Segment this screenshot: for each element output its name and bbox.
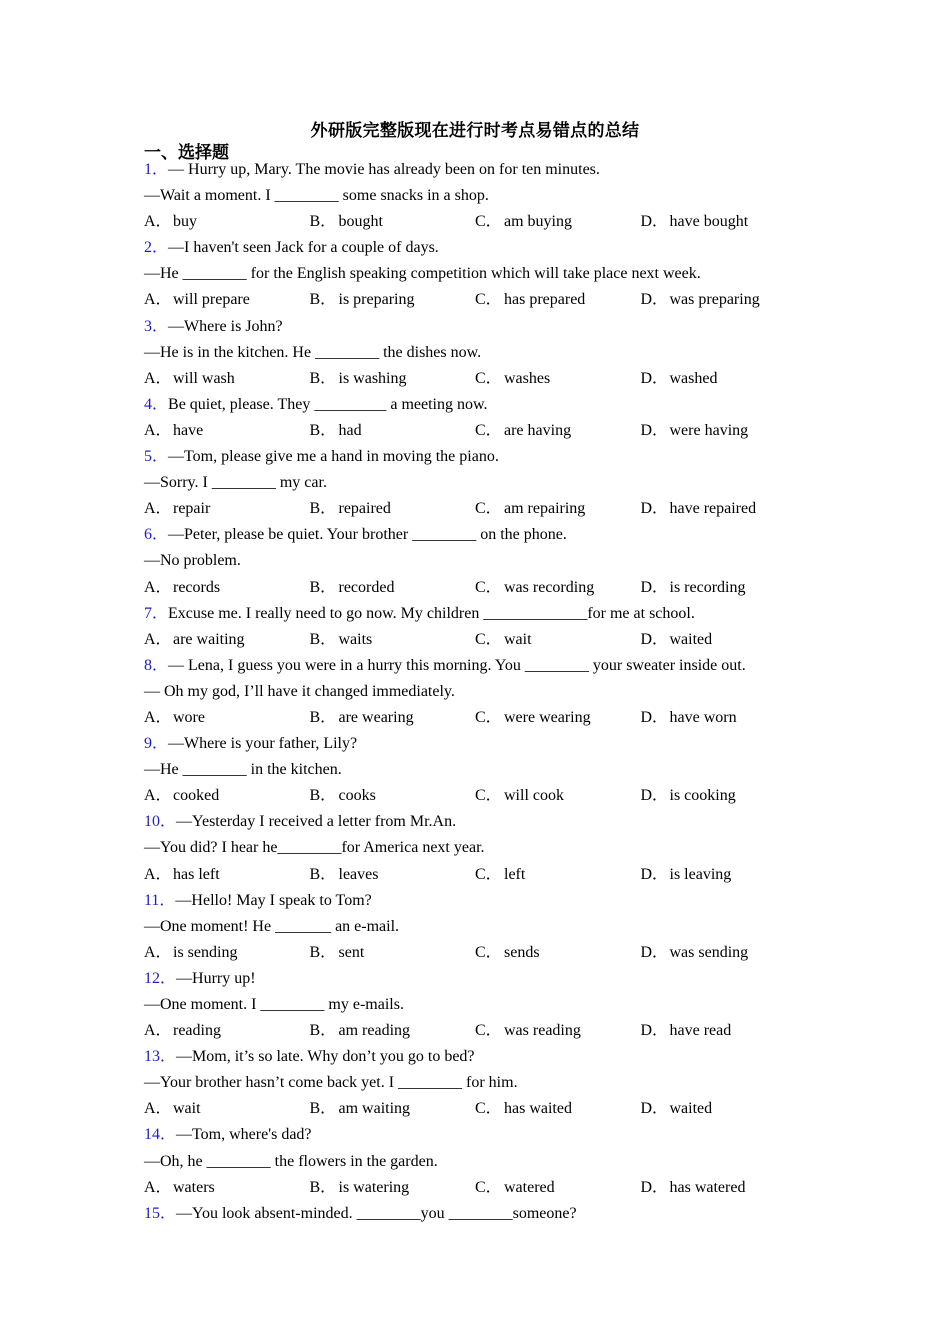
- answer-options: [144, 287, 824, 313]
- answer-option: [475, 705, 641, 731]
- question-number: 5．: [144, 448, 169, 466]
- answer-option: [144, 627, 310, 653]
- answer-option: [475, 496, 641, 522]
- question-stem: [144, 235, 824, 261]
- answer-option: [144, 940, 310, 966]
- option-text: are wearing: [338, 708, 414, 726]
- option-text: am reading: [338, 1022, 411, 1040]
- option-text: was sending: [669, 943, 749, 961]
- answer-option: [641, 783, 807, 809]
- option-label: A．: [144, 708, 172, 726]
- answer-option: [641, 1175, 807, 1201]
- question-text: —Where is John?: [168, 317, 283, 335]
- answer-option: [475, 1175, 641, 1201]
- option-label: A．: [144, 1178, 172, 1196]
- option-text: is watering: [338, 1178, 410, 1196]
- option-text: have: [173, 421, 204, 439]
- answer-options: [144, 783, 824, 809]
- option-text: sends: [504, 943, 540, 961]
- answer-options: [144, 575, 824, 601]
- option-label: A．: [144, 578, 172, 596]
- option-text: am repairing: [504, 500, 586, 518]
- answer-option: [144, 209, 310, 235]
- option-label: A．: [144, 787, 172, 805]
- answer-option: [475, 418, 641, 444]
- answer-option: [310, 705, 476, 731]
- question-response-line: —Your brother hasn’t come back yet. I ________ for him.: [144, 1074, 518, 1092]
- answer-option: [144, 783, 310, 809]
- option-text: had: [338, 421, 362, 439]
- option-text: leaves: [338, 865, 379, 883]
- option-label: D．: [640, 1100, 669, 1118]
- option-label: B．: [309, 630, 337, 648]
- option-label: D．: [640, 943, 669, 961]
- option-label: C．: [475, 213, 502, 231]
- answer-option: [475, 1018, 641, 1044]
- answer-options: [144, 940, 824, 966]
- option-label: D．: [640, 213, 669, 231]
- option-text: repair: [173, 500, 211, 518]
- answer-option: [144, 1018, 310, 1044]
- option-label: C．: [475, 1022, 502, 1040]
- option-text: left: [504, 865, 526, 883]
- answer-option: [144, 862, 310, 888]
- option-text: is washing: [338, 369, 407, 387]
- option-label: D．: [640, 369, 669, 387]
- option-text: bought: [338, 213, 383, 231]
- option-text: waters: [173, 1178, 215, 1196]
- answer-option: [310, 287, 476, 313]
- answer-option: [641, 287, 807, 313]
- answer-options: [144, 627, 824, 653]
- option-text: washed: [669, 369, 718, 387]
- option-label: B．: [309, 500, 337, 518]
- answer-option: [310, 366, 476, 392]
- option-text: am buying: [504, 213, 572, 231]
- option-label: A．: [144, 500, 172, 518]
- question-text: Be quiet, please. They _________ a meeting now.: [168, 395, 488, 413]
- option-label: C．: [475, 369, 502, 387]
- option-text: was preparing: [669, 291, 760, 309]
- option-text: are waiting: [173, 630, 245, 648]
- answer-option: [475, 627, 641, 653]
- answer-option: [475, 575, 641, 601]
- question-number: 6．: [144, 526, 169, 544]
- option-label: A．: [144, 291, 172, 309]
- question-number: 3．: [144, 317, 169, 335]
- option-text: am waiting: [338, 1100, 411, 1118]
- question-text: —Where is your father, Lily?: [168, 735, 358, 753]
- option-label: A．: [144, 865, 172, 883]
- option-text: records: [173, 578, 221, 596]
- option-text: is recording: [669, 578, 746, 596]
- question-text: Excuse me. I really need to go now. My children _____________for me at school.: [168, 604, 695, 622]
- option-label: B．: [309, 1022, 337, 1040]
- question-stem: [144, 1122, 824, 1148]
- question-text: —You look absent-minded. ________you ________someone?: [176, 1204, 577, 1222]
- question-stem: [144, 444, 824, 470]
- question-stem: [144, 522, 824, 548]
- question-response-line: —No problem.: [144, 552, 241, 570]
- option-text: wait: [173, 1100, 201, 1118]
- question-stem: [144, 601, 824, 627]
- answer-option: [310, 209, 476, 235]
- section-heading: 一、选择题: [144, 143, 229, 163]
- option-label: D．: [640, 630, 669, 648]
- answer-options: [144, 366, 824, 392]
- option-label: B．: [309, 213, 337, 231]
- option-label: A．: [144, 1022, 172, 1040]
- option-label: C．: [475, 708, 502, 726]
- option-text: is sending: [173, 943, 238, 961]
- option-text: washes: [504, 369, 551, 387]
- answer-option: [310, 496, 476, 522]
- option-text: is preparing: [338, 291, 415, 309]
- answer-option: [641, 418, 807, 444]
- question-stem: [144, 731, 824, 757]
- option-label: B．: [309, 708, 337, 726]
- option-label: B．: [309, 787, 337, 805]
- answer-option: [475, 940, 641, 966]
- option-label: D．: [640, 708, 669, 726]
- option-text: have read: [669, 1022, 732, 1040]
- option-label: C．: [475, 291, 502, 309]
- answer-options: [144, 1018, 824, 1044]
- option-text: were wearing: [504, 708, 591, 726]
- answer-option: [641, 1018, 807, 1044]
- question-number: 8．: [144, 656, 169, 674]
- option-label: C．: [475, 943, 502, 961]
- option-text: will cook: [504, 787, 564, 805]
- answer-option: [144, 1175, 310, 1201]
- question-text: —Peter, please be quiet. Your brother ________ on the phone.: [168, 526, 567, 544]
- question-response-line: —One moment! He _______ an e-mail.: [144, 917, 400, 935]
- option-label: A．: [144, 943, 172, 961]
- option-text: wore: [173, 708, 205, 726]
- option-label: D．: [640, 787, 669, 805]
- option-text: recorded: [338, 578, 395, 596]
- option-text: waited: [669, 630, 713, 648]
- answer-option: [475, 287, 641, 313]
- answer-option: [310, 575, 476, 601]
- answer-option: [475, 1096, 641, 1122]
- answer-option: [641, 209, 807, 235]
- answer-option: [144, 496, 310, 522]
- option-text: was reading: [504, 1022, 581, 1040]
- answer-option: [144, 1096, 310, 1122]
- answer-option: [310, 1096, 476, 1122]
- option-label: D．: [640, 291, 669, 309]
- answer-option: [475, 209, 641, 235]
- question-text: —Hurry up!: [176, 969, 256, 987]
- question-response-line: —Wait a moment. I ________ some snacks in a shop.: [144, 187, 489, 205]
- answer-option: [144, 705, 310, 731]
- question-text: —Mom, it’s so late. Why don’t you go to bed?: [176, 1048, 475, 1066]
- option-text: will prepare: [173, 291, 250, 309]
- option-label: A．: [144, 1100, 172, 1118]
- option-label: D．: [640, 1178, 669, 1196]
- option-label: B．: [309, 578, 337, 596]
- question-response-line: — Oh my god, I’ll have it changed immediately.: [144, 682, 455, 700]
- option-label: D．: [640, 1022, 669, 1040]
- option-label: B．: [309, 291, 337, 309]
- answer-option: [144, 418, 310, 444]
- question-number: 9．: [144, 735, 169, 753]
- option-label: B．: [309, 865, 337, 883]
- question-stem: [144, 888, 824, 914]
- question-text: —Tom, where's dad?: [176, 1126, 312, 1144]
- option-text: watered: [504, 1178, 555, 1196]
- option-label: B．: [309, 1100, 337, 1118]
- option-text: wait: [504, 630, 532, 648]
- option-text: have worn: [669, 708, 737, 726]
- option-text: has prepared: [504, 291, 586, 309]
- option-text: sent: [338, 943, 365, 961]
- answer-option: [310, 1175, 476, 1201]
- question-response-line: —Sorry. I ________ my car.: [144, 474, 327, 492]
- question-number: 7．: [144, 604, 169, 622]
- option-label: C．: [475, 421, 502, 439]
- question-text: — Hurry up, Mary. The movie has already been on for ten minutes.: [168, 161, 600, 178]
- option-label: C．: [475, 865, 502, 883]
- question-number: 13．: [144, 1048, 177, 1066]
- answer-option: [144, 575, 310, 601]
- option-text: has waited: [504, 1100, 572, 1118]
- answer-option: [641, 496, 807, 522]
- option-label: C．: [475, 630, 502, 648]
- option-label: C．: [475, 787, 502, 805]
- question-list: [144, 157, 824, 1227]
- answer-option: [475, 862, 641, 888]
- option-text: is cooking: [669, 787, 736, 805]
- option-text: has watered: [669, 1178, 746, 1196]
- option-label: B．: [309, 1178, 337, 1196]
- answer-option: [310, 940, 476, 966]
- question-stem: [144, 392, 824, 418]
- document-title: 外研版完整版现在进行时考点易错点的总结: [310, 121, 640, 141]
- question-stem: [144, 314, 824, 340]
- answer-option: [310, 783, 476, 809]
- answer-option: [310, 1018, 476, 1044]
- option-text: waits: [338, 630, 373, 648]
- question-text: —Yesterday I received a letter from Mr.An.: [176, 813, 457, 831]
- question-number: 2．: [144, 239, 169, 257]
- question-stem: [144, 157, 824, 183]
- question-response-line: —He ________ in the kitchen.: [144, 761, 342, 779]
- question-stem: [144, 653, 824, 679]
- question-stem: [144, 1044, 824, 1070]
- option-label: A．: [144, 369, 172, 387]
- option-label: D．: [640, 578, 669, 596]
- option-label: B．: [309, 943, 337, 961]
- answer-option: [641, 575, 807, 601]
- option-label: C．: [475, 578, 502, 596]
- option-text: are having: [504, 421, 572, 439]
- question-number: 14．: [144, 1126, 177, 1144]
- question-number: 4．: [144, 395, 169, 413]
- question-text: —Hello! May I speak to Tom?: [175, 891, 372, 909]
- option-label: D．: [640, 500, 669, 518]
- question-response-line: —He ________ for the English speaking competition which will take place next week.: [144, 265, 701, 283]
- answer-option: [475, 783, 641, 809]
- answer-options: [144, 496, 824, 522]
- answer-options: [144, 705, 824, 731]
- option-label: B．: [309, 369, 337, 387]
- answer-options: [144, 209, 824, 235]
- question-number: 11．: [144, 891, 176, 909]
- question-response-line: —Oh, he ________ the flowers in the garden.: [144, 1152, 438, 1170]
- question-response-line: —He is in the kitchen. He ________ the dishes now.: [144, 343, 482, 361]
- option-text: have bought: [669, 213, 749, 231]
- question-text: — Lena, I guess you were in a hurry this morning. You ________ your sweater inside out.: [168, 656, 746, 674]
- answer-option: [641, 366, 807, 392]
- answer-option: [144, 366, 310, 392]
- answer-option: [641, 862, 807, 888]
- answer-options: [144, 418, 824, 444]
- answer-option: [144, 287, 310, 313]
- option-text: buy: [173, 213, 197, 231]
- question-number: 1．: [144, 161, 169, 178]
- question-response-line: —One moment. I ________ my e-mails.: [144, 996, 404, 1013]
- answer-option: [641, 627, 807, 653]
- answer-option: [310, 627, 476, 653]
- answer-option: [310, 418, 476, 444]
- answer-option: [475, 366, 641, 392]
- question-response-line: —You did? I hear he________for America next year.: [144, 839, 485, 857]
- answer-option: [310, 862, 476, 888]
- question-number: 10．: [144, 813, 177, 831]
- option-text: is leaving: [669, 865, 732, 883]
- option-label: A．: [144, 630, 172, 648]
- option-text: have repaired: [669, 500, 757, 518]
- question-stem: [144, 966, 824, 992]
- option-label: B．: [309, 421, 337, 439]
- option-text: cooks: [338, 787, 376, 805]
- option-label: A．: [144, 213, 172, 231]
- option-text: repaired: [338, 500, 391, 518]
- question-text: —I haven't seen Jack for a couple of days.: [168, 239, 439, 257]
- option-label: D．: [640, 865, 669, 883]
- option-text: cooked: [173, 787, 220, 805]
- option-text: waited: [669, 1100, 713, 1118]
- option-text: reading: [173, 1022, 221, 1040]
- option-label: C．: [475, 500, 502, 518]
- question-number: 12．: [144, 969, 177, 987]
- option-text: has left: [173, 865, 220, 883]
- option-label: D．: [640, 421, 669, 439]
- option-text: were having: [669, 421, 749, 439]
- question-text: —Tom, please give me a hand in moving the piano.: [168, 448, 499, 466]
- question-number: 15．: [144, 1204, 177, 1222]
- option-text: was recording: [504, 578, 595, 596]
- option-label: C．: [475, 1100, 502, 1118]
- option-label: A．: [144, 421, 172, 439]
- answer-options: [144, 862, 824, 888]
- option-label: C．: [475, 1178, 502, 1196]
- answer-option: [641, 705, 807, 731]
- option-text: will wash: [173, 369, 235, 387]
- answer-option: [641, 1096, 807, 1122]
- answer-option: [641, 940, 807, 966]
- question-stem: [144, 809, 824, 835]
- answer-options: [144, 1096, 824, 1122]
- answer-options: [144, 1175, 824, 1201]
- question-stem: [144, 1201, 824, 1227]
